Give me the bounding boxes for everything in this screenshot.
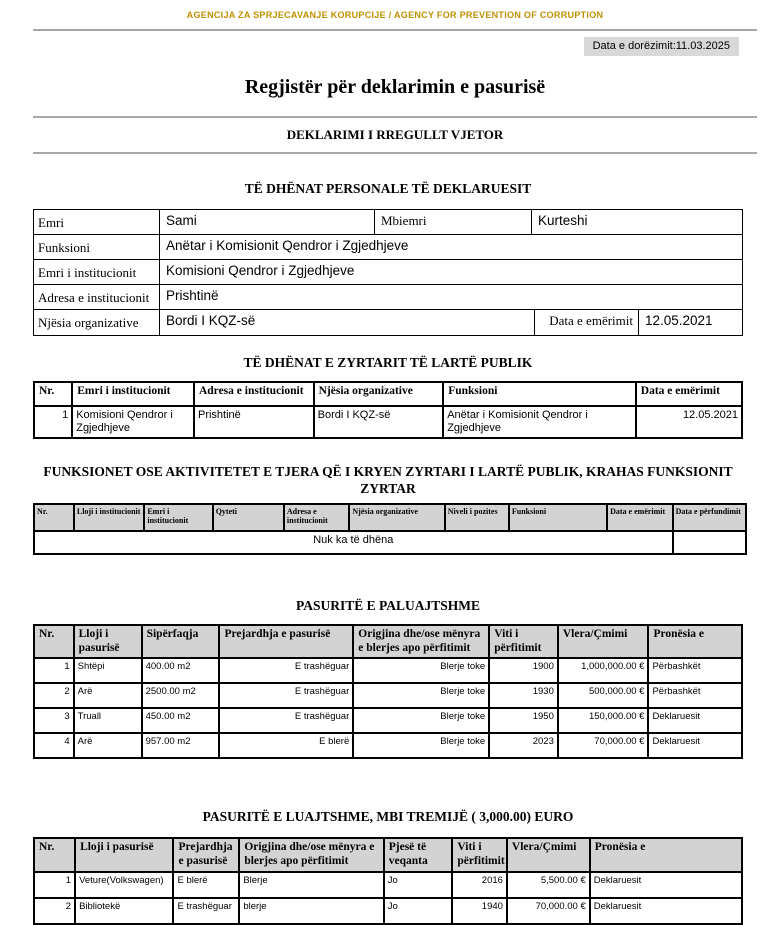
personal-info-table [33,209,743,336]
cell: 450.00 m2 [142,708,220,733]
divider-line [33,152,757,154]
document-page [0,10,757,925]
last-name-value: Kurteshi [531,210,742,234]
table-row [34,310,742,335]
divider-line [33,116,757,118]
col-header: Origjina dhe/ose mënyra e blerjes apo përfitimit [239,838,383,872]
col-header: Nr. [34,382,72,406]
col-header: Data e përfundimit [673,504,746,531]
table-row [34,872,742,898]
cell: 2 [34,898,75,924]
cell: E trashëguar [173,898,239,924]
institution-address-label: Adresa e institucionit [38,289,150,305]
cell: Deklaruesit [648,733,742,758]
table-row [34,406,742,438]
cell: Arë [74,733,142,758]
table-row [34,260,742,285]
col-header: Emri i institucionit [144,504,212,531]
table-header-row [34,504,746,531]
col-header: Data e emërimit [607,504,673,531]
movable-property-table [33,837,743,925]
other-functions-heading-line1: FUNKSIONET OSE AKTIVITETET E TJERA QË I KRYEN ZYRTARI I LARTË PUBLIK, KRAHAS FUNKSIONIT [43,464,733,480]
col-header: Funksioni [443,382,636,406]
personal-data-heading: TË DHËNAT PERSONALE TË DEKLARUESIT [244,181,532,196]
org-unit-label: Njësia organizative [38,314,139,330]
org-unit-value: Bordi I KQZ-së [159,310,534,335]
appointment-date-value: 12.05.2021 [638,310,742,335]
col-header: Adresa e institucionit [194,382,314,406]
official-data-heading: TË DHËNAT E ZYRTARIT TË LARTË PUBLIK [243,354,533,370]
institution-address-value: Prishtinë [159,285,742,309]
col-header: Prejardhja e pasurisë [173,838,239,872]
table-row [34,658,742,683]
table-row [34,683,742,708]
cell: Blerje toke [353,683,489,708]
col-header: Pronësia e [648,625,742,659]
col-header: Origjina dhe/ose mënyra e blerjes apo përfitimit [353,625,489,659]
col-header: Lloji i pasurisë [74,625,142,659]
no-data-cell: Nuk ka të dhëna [34,531,673,554]
col-header: Lloji i institucionit [74,504,144,531]
table-row [34,210,742,235]
cell: 1 [34,658,74,683]
table-row [34,733,742,758]
cell: Blerje toke [353,708,489,733]
cell: Deklaruesit [590,872,742,898]
cell: Arë [74,683,142,708]
table-row [34,898,742,924]
cell: 1940 [452,898,507,924]
cell: Deklaruesit [648,708,742,733]
cell: 3 [34,708,74,733]
declaration-type-subtitle: DEKLARIMI I RREGULLT VJETOR [286,127,504,142]
cell: Blerje [239,872,383,898]
first-name-label: Emri [38,214,64,230]
col-header: Vlera/Çmimi [507,838,590,872]
cell: 4 [34,733,74,758]
col-header: Viti i përfitimit [489,625,558,659]
col-header: Viti i përfitimit [452,838,507,872]
cell: E blerë [173,872,239,898]
cell: Anëtar i Komisionit Qendror i Zgjedhjeve [443,406,636,438]
immovable-property-table [33,624,743,760]
cell: 1 [34,406,72,438]
col-header: Pjesë të veqanta [384,838,453,872]
col-header: Data e emërimit [636,382,742,406]
other-functions-heading [33,464,743,498]
cell: Truall [74,708,142,733]
appointment-date-label: Data e emërimit [534,310,638,335]
submission-date-row [33,37,739,56]
col-header: Prejardhja e pasurisë [219,625,353,659]
cell: 2500.00 m2 [142,683,220,708]
cell: Blerje toke [353,733,489,758]
cell: E trashëguar [219,658,353,683]
institution-name-value: Komisioni Qendror i Zgjedhjeve [159,260,742,284]
cell: Deklaruesit [590,898,742,924]
cell: 2 [34,683,74,708]
col-header: Njësia organizative [314,382,444,406]
first-name-value: Sami [159,210,374,234]
col-header: Funksioni [509,504,607,531]
col-header: Sipërfaqja [142,625,220,659]
cell: 150,000.00 € [558,708,649,733]
cell: E trashëguar [219,683,353,708]
cell: 1930 [489,683,558,708]
movable-property-heading: PASURITË E LUAJTSHME, MBI TREMIJË ( 3,000.00) EURO [202,809,574,825]
table-row [34,531,746,554]
table-header-row [34,838,742,872]
function-label: Funksioni [38,239,91,255]
cell: 957.00 m2 [142,733,220,758]
table-row [34,708,742,733]
cell: Shtëpi [74,658,142,683]
cell: 500,000.00 € [558,683,649,708]
table-header-row [34,382,742,406]
empty-cell [673,531,746,554]
col-header: Adresa e institucionit [284,504,350,531]
other-functions-heading-line2: ZYRTAR [360,481,416,496]
cell: Veture(Volkswagen) [75,872,173,898]
cell: Jo [384,872,453,898]
table-row [34,235,742,260]
official-data-table [33,381,743,439]
cell: 400.00 m2 [142,658,220,683]
cell: Bordi I KQZ-së [314,406,444,438]
col-header: Pronësia e [590,838,742,872]
cell: Blerje toke [353,658,489,683]
cell: 70,000.00 € [507,898,590,924]
cell: 70,000.00 € [558,733,649,758]
cell: 5,500.00 € [507,872,590,898]
cell: 1900 [489,658,558,683]
col-header: Niveli i pozites [445,504,509,531]
col-header: Nr. [34,838,75,872]
col-header: Emri i institucionit [72,382,194,406]
col-header: Qyteti [213,504,284,531]
col-header: Nr. [34,625,74,659]
other-functions-table [33,503,747,555]
function-value: Anëtar i Komisionit Qendror i Zgjedhjeve [159,235,742,259]
cell: Bibliotekë [75,898,173,924]
cell: E blerë [219,733,353,758]
page-title: Regjistër për deklarimin e pasurisë [244,76,546,98]
cell: Përbashkët [648,658,742,683]
col-header: Njësia organizative [349,504,444,531]
institution-name-label: Emri i institucionit [38,264,137,280]
cell: E trashëguar [219,708,353,733]
cell: 12.05.2021 [636,406,742,438]
col-header: Nr. [34,504,74,531]
cell: Jo [384,898,453,924]
cell: Komisioni Qendror i Zgjedhjeve [72,406,194,438]
col-header: Vlera/Çmimi [558,625,649,659]
immovable-property-heading: PASURITË E PALUAJTSHME [295,597,481,613]
cell: 1,000,000.00 € [558,658,649,683]
col-header: Lloji i pasurisë [75,838,173,872]
cell: 2016 [452,872,507,898]
table-header-row [34,625,742,659]
submission-date-badge: Data e dorëzimit:11.03.2025 [584,37,739,56]
table-row [34,285,742,310]
agency-header: AGENCIJA ZA SPRJECAVANJE KORUPCIJE / AGENCY FOR PREVENTION OF CORRUPTION [186,10,604,20]
cell: blerje [239,898,383,924]
divider-line [33,29,757,31]
last-name-label: Mbiemri [374,210,531,234]
cell: Përbashkët [648,683,742,708]
cell: 1950 [489,708,558,733]
cell: 1 [34,872,75,898]
cell: 2023 [489,733,558,758]
cell: Prishtinë [194,406,314,438]
